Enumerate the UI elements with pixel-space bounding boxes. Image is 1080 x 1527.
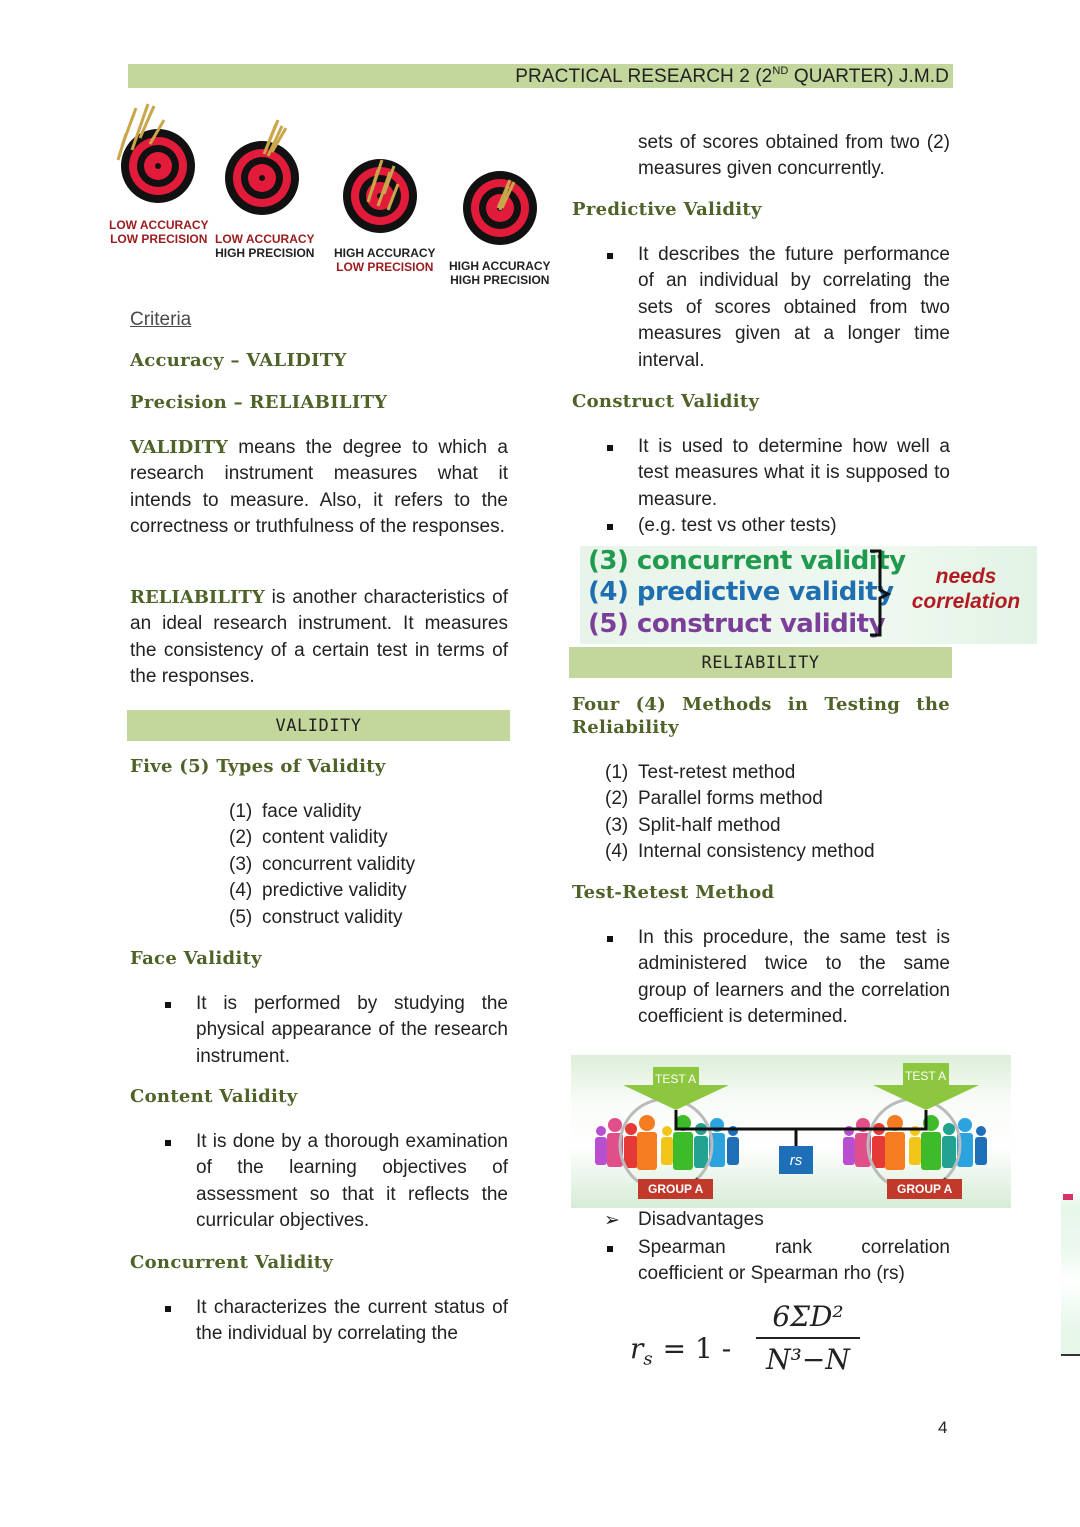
title-superscript: ND <box>772 65 789 77</box>
target-label <box>449 259 551 287</box>
test-retest-list <box>572 925 950 1031</box>
needs-correlation-box <box>580 546 1037 644</box>
list-item: It is done by a thorough examination of the learning objectives of assessment so that it reflects the curricular objectives. <box>130 1129 508 1235</box>
list-item <box>605 839 875 865</box>
label-line: LOW ACCURACY <box>215 232 315 246</box>
accuracy-heading: Accuracy – VALIDITY <box>130 350 347 371</box>
label-line: LOW PRECISION <box>336 260 434 274</box>
rs-box: rs <box>779 1146 813 1174</box>
validity-text: means the degree to which a research instrument measures what it intends to measure. Also, it refers to the correctness or truthfulness of the responses. <box>130 437 508 538</box>
item-label: concurrent validity <box>262 853 416 875</box>
document-title <box>515 65 949 88</box>
list-item: It characterizes the current status of the individual by correlating the <box>130 1295 508 1348</box>
test-retest-diagram <box>571 1055 1011 1208</box>
criteria-label: Criteria <box>130 309 192 330</box>
list-item <box>229 878 415 904</box>
label-line: HIGH PRECISION <box>450 273 550 287</box>
list-item <box>229 799 415 825</box>
test-retest-heading: Test-Retest Method <box>572 882 775 903</box>
face-validity-heading: Face Validity <box>130 948 262 969</box>
label-line: HIGH ACCURACY <box>334 246 436 260</box>
test-a-left-label: TEST A <box>655 1072 697 1086</box>
predictive-validity-heading: Predictive Validity <box>572 199 762 220</box>
item-label: Parallel forms method <box>638 788 823 810</box>
item-number: (3) <box>229 853 253 875</box>
reliability-section-bar: RELIABILITY <box>569 647 952 678</box>
four-methods-heading-line1: Four (4) Methods in Testing the <box>572 694 950 715</box>
group-a-right-label: GROUP A <box>887 1179 962 1199</box>
target-label <box>109 218 209 246</box>
item-label: content validity <box>262 827 388 849</box>
item-number: (2) <box>229 827 253 849</box>
spearman-list <box>572 1235 950 1288</box>
validity-definition <box>130 435 508 541</box>
list-item: It describes the future performance of an individual by correlating the sets of scores obtained from two measures given at a longer time interval. <box>572 242 950 374</box>
test-a-right-label: TEST A <box>905 1069 947 1083</box>
reliability-text: is another characteristics of an ideal research instrument. It measures the consistency of a certain test in terms of the responses. <box>130 587 508 688</box>
content-validity-heading: Content Validity <box>130 1086 298 1107</box>
list-item <box>605 760 875 786</box>
construct-validity-list <box>572 434 950 540</box>
r-symbol: r <box>630 1332 644 1365</box>
formula-lhs <box>630 1332 731 1370</box>
formula-denominator: N³−N <box>766 1343 850 1376</box>
item-number: (2) <box>605 788 629 810</box>
validity-types-list <box>229 799 415 931</box>
validity-section-bar: VALIDITY <box>127 710 510 741</box>
page-number: 4 <box>938 1418 948 1437</box>
predictive-validity-line: (4) predictive validity <box>588 577 894 607</box>
validity-keyword: VALIDITY <box>130 437 228 458</box>
item-number: (1) <box>229 801 253 822</box>
target-label <box>334 246 436 274</box>
target-icon <box>338 150 423 245</box>
item-label: face validity <box>262 801 362 822</box>
title-text: PRACTICAL RESEARCH 2 (2 <box>515 66 773 87</box>
four-methods-heading-line2: Reliability <box>572 717 679 738</box>
list-item: It is performed by studying the physical appearance of the research instrument. <box>130 991 508 1070</box>
construct-validity-heading: Construct Validity <box>572 391 760 412</box>
needs-text: needs <box>935 565 997 588</box>
list-item <box>229 905 415 931</box>
label-line: LOW PRECISION <box>110 232 208 246</box>
formula-numerator: 6ΣD² <box>756 1300 860 1339</box>
list-item: It is used to determine how well a test measures what it is supposed to measure. <box>572 434 950 513</box>
construct-validity-line: (5) construct validity <box>588 609 886 639</box>
item-number: (1) <box>605 762 629 783</box>
target-icon <box>458 162 543 257</box>
list-item: Spearman rank correlation coefficient or Spearman rho (rs) <box>572 1235 950 1288</box>
label-line: LOW ACCURACY <box>109 218 209 232</box>
predictive-validity-list <box>572 242 950 374</box>
item-label: construct validity <box>262 906 403 928</box>
flag-icon <box>1063 1194 1073 1200</box>
item-number: (3) <box>605 814 629 836</box>
five-types-heading: Five (5) Types of Validity <box>130 756 386 777</box>
concurrent-validity-list <box>130 1295 508 1348</box>
label-line: HIGH ACCURACY <box>449 259 551 273</box>
item-number: (4) <box>605 841 629 863</box>
concurrent-validity-heading: Concurrent Validity <box>130 1252 334 1273</box>
label-line: HIGH PRECISION <box>215 246 315 260</box>
s-subscript: s <box>643 1348 653 1370</box>
list-item: (e.g. test vs other tests) <box>572 513 950 539</box>
adjacent-page-edge <box>1061 1190 1080 1356</box>
list-item <box>229 825 415 851</box>
reliability-keyword: RELIABILITY <box>130 587 265 608</box>
equals-one-minus: = 1 - <box>662 1332 732 1365</box>
group-a-left-label: GROUP A <box>638 1179 713 1199</box>
target-icon <box>220 118 305 223</box>
concurrent-continuation: sets of scores obtained from two (2) measures given concurrently. <box>638 132 950 180</box>
target-icon <box>110 98 205 213</box>
title-text-end: QUARTER) J.M.D <box>788 66 949 87</box>
list-item: In this procedure, the same test is administered twice to the same group of learners and the correlation coefficient is determined. <box>572 925 950 1031</box>
item-label: Split-half method <box>638 814 781 836</box>
header-bar <box>128 64 953 88</box>
item-label: Test-retest method <box>638 762 796 783</box>
needs-correlation-label <box>906 564 1026 614</box>
target-label <box>215 232 315 260</box>
face-validity-list <box>130 991 508 1070</box>
item-number: (5) <box>229 906 253 928</box>
list-item <box>605 786 875 812</box>
reliability-definition <box>130 585 508 691</box>
arrow-bullet-icon: ➢ <box>604 1210 620 1231</box>
reliability-methods-list <box>605 760 875 866</box>
correlation-text: correlation <box>911 590 1021 613</box>
item-label: Internal consistency method <box>638 841 875 863</box>
content-validity-list <box>130 1129 508 1235</box>
disadvantages-label: Disadvantages <box>638 1209 764 1230</box>
list-item <box>605 813 875 839</box>
formula-fraction <box>756 1300 860 1376</box>
precision-heading: Precision – RELIABILITY <box>130 392 388 413</box>
concurrent-validity-line: (3) concurrent validity <box>588 546 906 576</box>
item-label: predictive validity <box>262 880 407 902</box>
list-item <box>229 852 415 878</box>
right-brace-icon <box>868 548 892 638</box>
item-number: (4) <box>229 880 253 902</box>
